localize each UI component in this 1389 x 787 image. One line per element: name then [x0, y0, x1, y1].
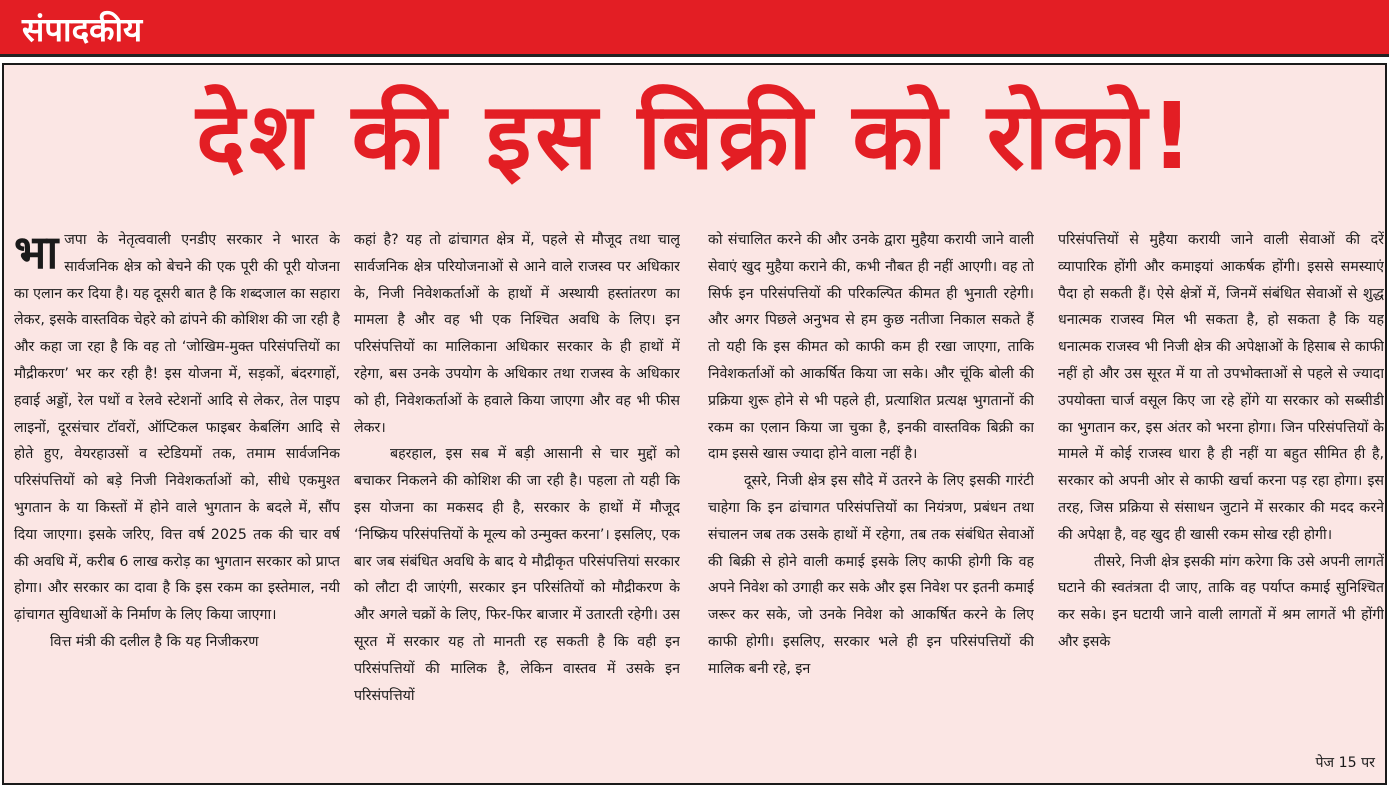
continued-on-page: पेज 15 पर: [1307, 751, 1375, 775]
article-paragraph: कहां है? यह तो ढांचागत क्षेत्र में, पहले से मौजूद तथा चालू सार्वजनिक क्षेत्र परियोजनाओं से आने वाले राजस्व पर अधिकार के, निजी निवेशकर्ताओं के हाथों में अस्थायी हस्तांतरण का मामला है और वह भी एक निश्चित अवधि के लिए। इन परिसंपत्तियों का मालिकाना अधिकार सरकार के ही हाथों में रहेगा, बस उनके उपयोग के अधिकार तथा राजस्व के अधिकार को ही, निवेशकर्ताओं के हवाले किया जाएगा और वह भी फीस लेकर।: [354, 232, 680, 436]
article-panel: [2, 63, 1387, 785]
lead-paragraph-text: जपा के नेतृत्ववाली एनडीए सरकार ने भारत के सार्वजनिक क्षेत्र को बेचने की एक पूरी की पूरी योजना का एलान कर दिया है। यह दूसरी बात है कि शब्दजाल का सहारा लेकर, इसके वास्तविक चेहरे को ढांपने की कोशिश की जा रही है और कहा जा रहा है कि वह तो ‘जोखिम-मुक्त परिसंपत्तियों का मौद्रीकरण’ भर कर रही है! इस योजना में, सड़कों, बंदरगाहों, हवाई अड्डों, रेल पथों व रेलवे स्टेशनों आदि से लेकर, तेल पाइप लाइनों, दूरसंचार टॉवरों, ऑप्टिकल फाइबर केबलिंग आदि से होते हुए, वेयरहाउसों व स्टेडियमों तक, तमाम सार्वजनिक परिसंपत्तियों को बड़े निजी निवेशकर्ताओं को, सीधे एकमुश्त भुगतान के या किस्तों में होने वाले भुगतान के बदले में, सौंप दिया जाएगा। इसके जरिए, वित्त वर्ष 2025 तक की चार वर्ष की अवधि में, करीब 6 लाख करोड़ का भुगतान सरकार को प्राप्त होगा। और सरकार का दावा है कि इस रकम का इस्तेमाल, नयी ढ़ांचागत सुविधाओं के निर्माण के लिए किया जाएगा।: [14, 232, 340, 624]
article-paragraph: तीसरे, निजी क्षेत्र इसकी मांग करेगा कि उसे अपनी लागतें घटाने की स्वतंत्रता दी जाए, ताकि वह पर्याप्त कमाई सुनिश्चित कर सके। इन घटायी जाने वाली लागतों में श्रम लागतें भी होंगी और इसके: [1058, 553, 1384, 650]
article-column-2: [354, 227, 680, 782]
drop-cap: भा: [14, 227, 59, 279]
article-paragraph: [14, 227, 340, 629]
section-title: संपादकीय: [22, 10, 143, 49]
article-paragraph: परिसंपत्तियों से मुहैया करायी जाने वाली सेवाओं की दरें व्यापारिक होंगी और कमाइयां आकर्षक होंगी। इससे समस्याएं पैदा हो सकती हैं। ऐसे क्षेत्रों में, जिनमें संबंधित सेवाओं से शुद्ध धनात्मक राजस्व मिल भी सकता है, हो सकता है कि यह धनात्मक राजस्व भी निजी क्षेत्र की अपेक्षाओं के हिसाब से काफी नहीं हो और उस सूरत में या तो उपभोक्ताओं से पहले से ज्यादा उपयोक्ता चार्ज वसूल किए जा रहे होंगे या सरकार को सब्सीडी का भुगतान कर, इस अंतर को भरना होगा। जिन परिसंपत्तियों के मामले में कोई राजस्व धारा है ही नहीं या बहुत सीमित ही है, सरकार को अपनी ओर से काफी खर्चा करना पड़ रहा होगा। इस तरह, जिस प्रक्रिया से संसाधन जुटाने में सरकार की मदद करने की अपेक्षा है, वह खुद ही खासी रकम सोख रही होगी।: [1058, 232, 1384, 543]
article-headline: देश की इस बिक्री को रोको!: [196, 83, 1197, 190]
article-paragraph: को संचालित करने की और उनके द्वारा मुहैया करायी जाने वाली सेवाएं खुद मुहैया कराने की, कभी नौबत ही नहीं आएगी। वह तो सिर्फ इन परिसंपत्तियों की परिकल्पित कीमत ही भुनाती रहेगी। और अगर पिछले अनुभव से हम कुछ नतीजा निकाल सकते हैं तो यही कि इस कीमत को काफी कम ही रखा जाएगा, ताकि निवेशकर्ताओं को आकर्षित किया जा सके। और चूंकि बोली की प्रक्रिया शुरू होने से भी पहले ही, प्रत्याशित प्रत्यक्ष भुगतानों की रकम का एलान किया जा चुका है, इनकी वास्तविक बिक्री का दाम इससे खास ज्यादा होने वाला नहीं है।: [708, 232, 1034, 463]
article-column-1: [14, 227, 340, 782]
article-column-4: [1058, 227, 1384, 782]
section-header-bar: [0, 0, 1389, 57]
article-paragraph: दूसरे, निजी क्षेत्र इस सौदे में उतरने के लिए इसकी गारंटी चाहेगा कि इन ढांचागत परिसंपत्तियों का नियंत्रण, प्रबंधन तथा संचालन जब तक उसके हाथों में रहेगा, तब तक संबंधित सेवाओं की बिक्री से होने वाली कमाई इसके लिए काफी होगी कि वह अपने निवेश को उगाही कर सके और इस निवेश पर इतनी कमाई जरूर कर सके, जो उनके निवेश को आकर्षित करने के लिए काफी होगी। इसलिए, सरकार भले ही इन परिसंपत्तियों की मालिक बनी रहे, इन: [708, 473, 1034, 677]
article-paragraph: वित्त मंत्री की दलील है कि यह निजीकरण: [50, 633, 259, 650]
article-column-3: [708, 227, 1034, 782]
article-paragraph: बहरहाल, इस सब में बड़ी आसानी से चार मुद्दों को बचाकर निकलने की कोशिश की जा रही है। पहला तो यही कि इस योजना का मकसद ही है, सरकार के हाथों में मौजूद ‘निष्क्रिय परिसंपत्तियों के मूल्य को उन्मुक्त करना’। इसलिए, एक बार जब संबंधित अवधि के बाद ये मौद्रीकृत परिसंपत्तियां सरकार को लौटा दी जाएंगी, सरकार इन परिसंतियों को मौद्रीकरण के और अगले चक्रों के लिए, फिर-फिर बाजार में उतारती रहेगी। उस सूरत में सरकार यह तो मानती रह सकती है कि वही इन परिसंपत्तियों की मालिक है, लेकिन वास्तव में उसके इन परिसंपत्तियों: [354, 446, 680, 704]
